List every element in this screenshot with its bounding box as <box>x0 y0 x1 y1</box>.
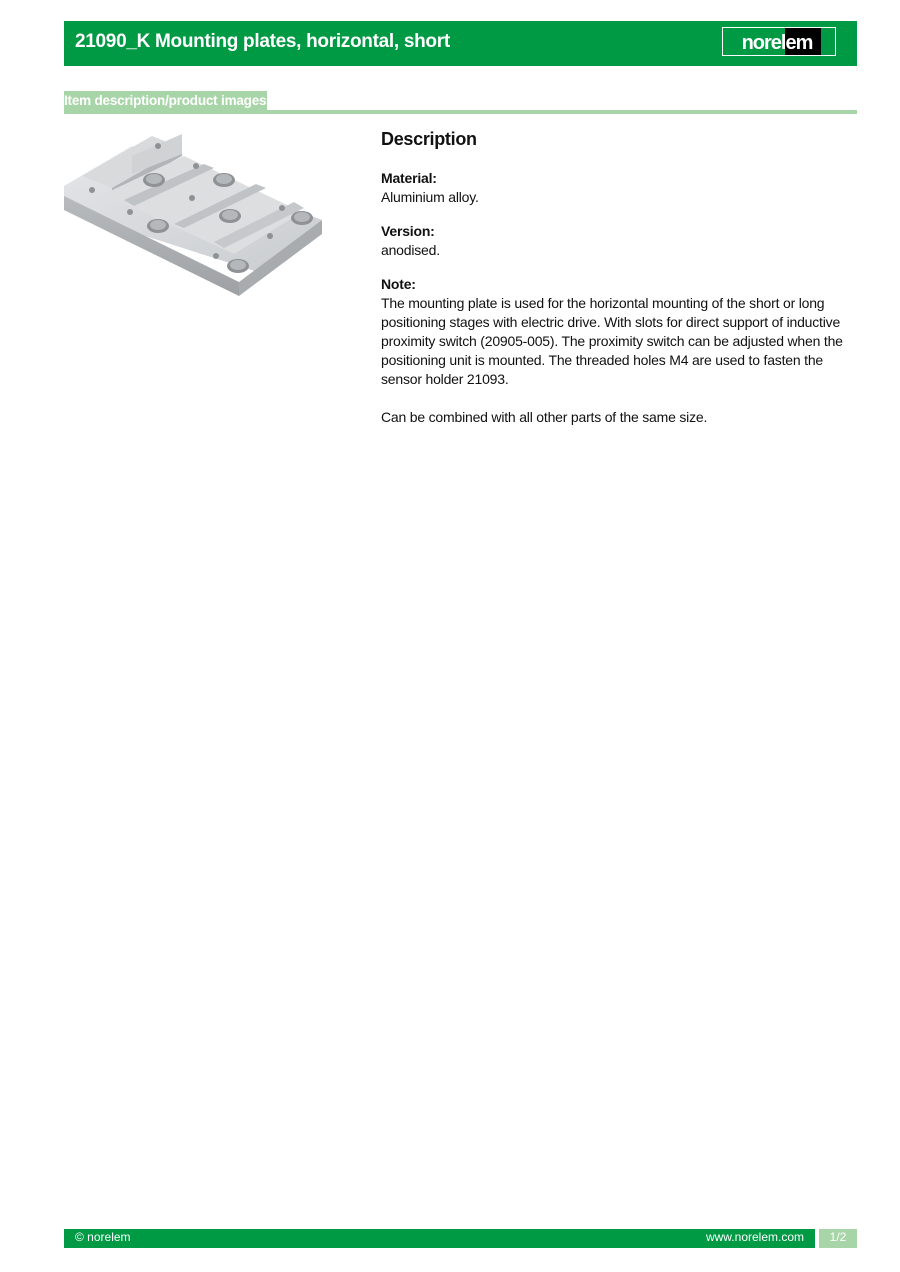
norelem-logo <box>722 27 836 56</box>
version-value: anodised. <box>381 242 440 258</box>
note-text: The mounting plate is used for the horizontal mounting of the short or long positioning stages with electric drive. With slots for direct support of inductive proximity switch (20905-005). The proximity switch can be adjusted when the positioning unit is mounted. The threaded holes M4 are used to fasten the sensor holder 21093. <box>381 295 843 387</box>
material-field <box>381 169 851 207</box>
version-label: Version: <box>381 223 435 239</box>
note-label: Note: <box>381 276 416 292</box>
product-image <box>64 128 322 298</box>
note-field <box>381 275 851 427</box>
section-header <box>64 91 857 114</box>
website-link[interactable]: www.norelem.com <box>705 1230 804 1244</box>
description-column <box>381 127 851 442</box>
page-number: 1/2 <box>819 1229 857 1248</box>
svg-text:norelem: norelem <box>741 32 813 54</box>
combination-note: Can be combined with all other parts of the same size. <box>381 409 708 425</box>
material-value: Aluminium alloy. <box>381 189 479 205</box>
header-bar <box>64 21 857 66</box>
description-heading: Description <box>381 129 477 149</box>
section-label: Item description/product images <box>64 93 267 108</box>
copyright-text: © norelem <box>75 1230 131 1244</box>
version-field <box>381 222 851 260</box>
material-label: Material: <box>381 170 437 186</box>
page-title: 21090_K Mounting plates, horizontal, short <box>75 31 450 52</box>
footer-bar <box>64 1229 815 1248</box>
section-divider <box>64 110 857 114</box>
